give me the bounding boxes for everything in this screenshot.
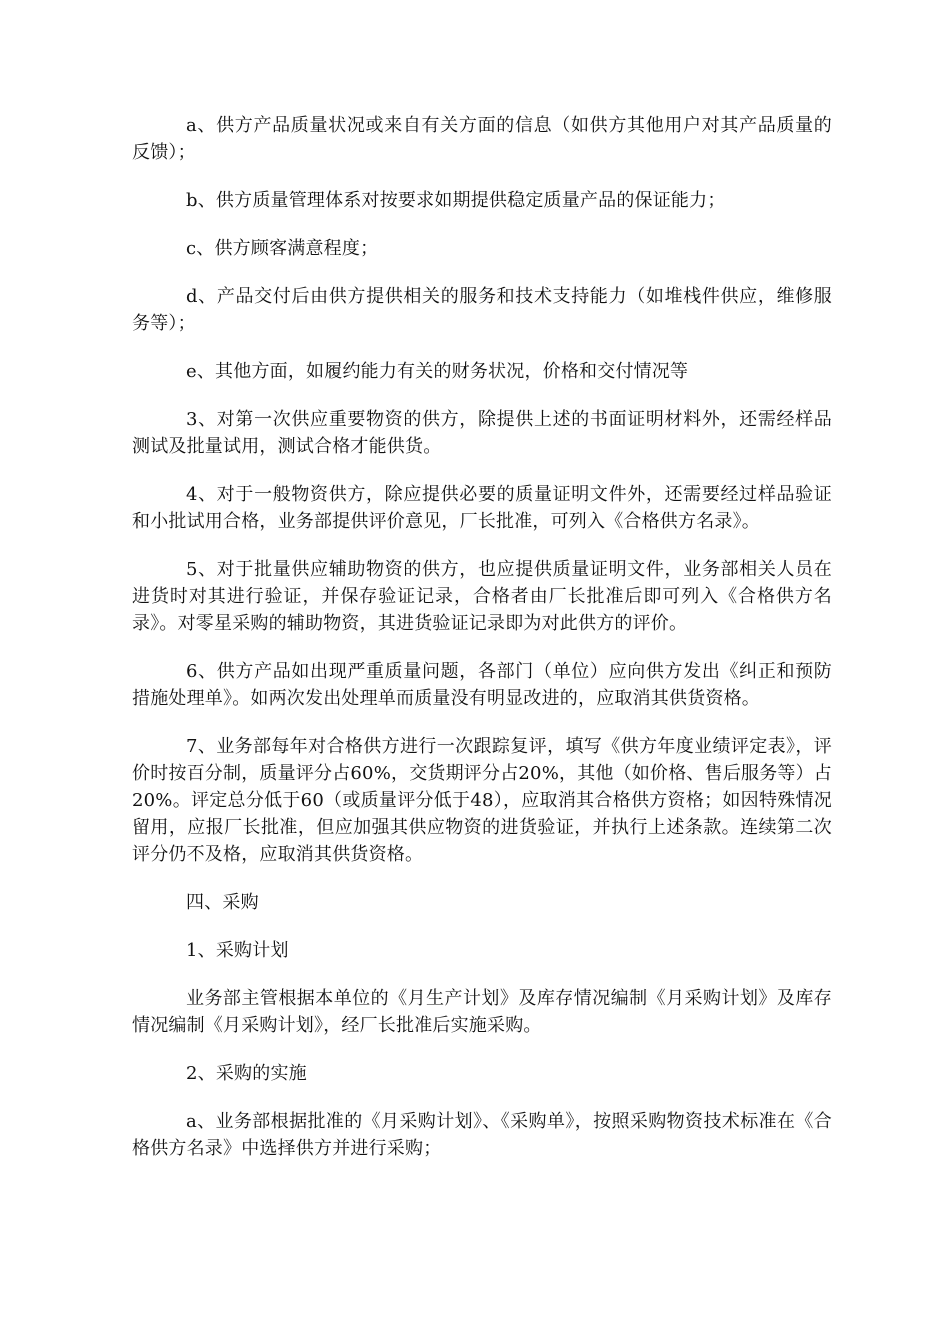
section-heading-procurement: 四、采购 (186, 892, 259, 913)
paragraph-supplier-criteria-b: b、供方质量管理体系对按要求如期提供稳定质量产品的保证能力； (186, 190, 726, 211)
paragraph-supplier-criteria-c: c、供方顾客满意程度； (186, 238, 379, 259)
paragraph-implementation-a: a、业务部根据批准的《月采购计划》、《采购单》，按照采购物资技术标准在《合格供方名录》中选择供方并进行采购； (132, 1111, 832, 1159)
paragraph-clause-7: 7、业务部每年对合格供方进行一次跟踪复评，填写《供方年度业绩评定表》，评价时按百分制，质量评分占60%，交货期评分占20%，其他（如价格、售后服务等）占20%。评定总分低于60（或质量评分低于48），应取消其合格供方资格；如因特殊情况留用，应报厂长批准，但应加强其供应物资的进货验证，并执行上述条款。连续第二次评分仍不及格，应取消其供货资格。 (132, 736, 833, 865)
paragraph-supplier-criteria-d: d、产品交付后由供方提供相关的服务和技术支持能力（如堆栈件供应，维修服务等）； (132, 286, 832, 334)
paragraph-clause-3: 3、对第一次供应重要物资的供方，除提供上述的书面证明材料外，还需经样品测试及批量试用，测试合格才能供货。 (132, 409, 832, 457)
paragraph-clause-6: 6、供方产品如出现严重质量问题，各部门（单位）应向供方发出《纠正和预防措施处理单》。如两次发出处理单而质量没有明显改进的，应取消其供货资格。 (132, 661, 832, 709)
paragraph-supplier-criteria-e: e、其他方面，如履约能力有关的财务状况，价格和交付情况等 (186, 361, 689, 382)
paragraph-supplier-criteria-a: a、供方产品质量状况或来自有关方面的信息（如供方其他用户对其产品质量的反馈）； (132, 115, 832, 163)
paragraph-procurement-plan: 业务部主管根据本单位的《月生产计划》及库存情况编制《月采购计划》及库存情况编制《月采购计划》，经厂长批准后实施采购。 (132, 988, 832, 1036)
paragraph-clause-4: 4、对于一般物资供方，除应提供必要的质量证明文件外，还需要经过样品验证和小批试用合格，业务部提供评价意见，厂长批准，可列入《合格供方名录》。 (132, 484, 832, 532)
subheading-procurement-implementation: 2、采购的实施 (186, 1063, 307, 1084)
paragraph-clause-5: 5、对于批量供应辅助物资的供方，也应提供质量证明文件，业务部相关人员在进货时对其进行验证，并保存验证记录，合格者由厂长批准后即可列入《合格供方名录》。对零星采购的辅助物资，其进货验证记录即为对此供方的评价。 (132, 559, 832, 634)
subheading-procurement-plan: 1、采购计划 (186, 940, 289, 961)
